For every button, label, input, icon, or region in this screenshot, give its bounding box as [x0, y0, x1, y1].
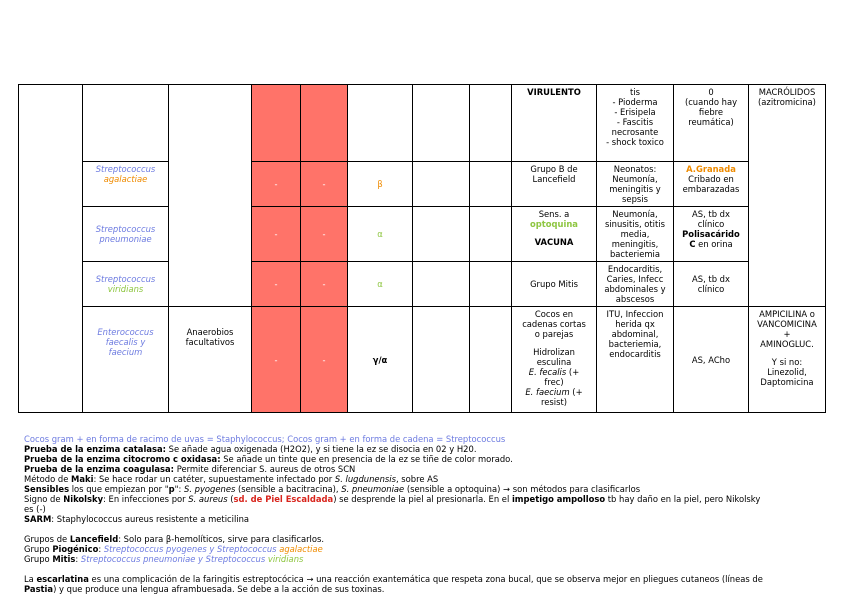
cell-line: - shock toxico — [606, 137, 664, 147]
microbiology-table — [18, 84, 826, 413]
table-cell: - — [301, 262, 348, 307]
cell-line: fiebre — [698, 107, 724, 117]
table-cell: - — [252, 307, 301, 413]
table-cell: AS, tb dx clínico — [674, 262, 749, 307]
note-line: SARM: Staphylococcus aureus resistente a meticilina — [24, 514, 250, 524]
note-line: es (-) — [24, 504, 46, 514]
note-line: Pastia) y que produce una lengua aframbuesada. Se debe a la acción de sus toxinas. — [24, 584, 385, 594]
table-cell: ITU, Infeccion herida qx abdominal, bacteriemia, endocarditis — [597, 307, 674, 413]
cell-line: (azitromicina) — [758, 97, 816, 107]
note-line: Prueba de la enzima citocromo c oxidasa: Se añade un tinte que en presencia de la ez se tiñe de color morado. — [24, 454, 513, 464]
note-line: Prueba de la enzima coagulasa: Permite diferenciar S. aureus de otros SCN — [24, 464, 356, 474]
table-row — [19, 262, 826, 307]
cell-line: MACRÓLIDOS — [758, 87, 816, 97]
table-cell — [749, 85, 826, 307]
table-cell — [470, 85, 512, 162]
table-cell — [83, 85, 169, 162]
note-line: La escarlatina es una complicación de la faringitis estreptocócica → una reacción exantemática que respeta zona bucal, que se observa mejor en pliegues cutaneos (líneas de — [24, 574, 763, 584]
table-cell: A.Granada Cribado en embarazadas — [674, 162, 749, 207]
organism-name: Streptococcus pneumoniae — [83, 207, 169, 262]
table-cell — [413, 207, 470, 262]
table-cell: - — [301, 207, 348, 262]
note-line: Método de Maki: Se hace rodar un catéter, supuestamente infectado por S. lugdunensis, sobre AS — [24, 474, 439, 484]
cell-line: 0 — [708, 87, 714, 97]
note-line: Grupo Piogénico: Streptococcus pyogenes y Streptococcus agalactiae — [24, 544, 323, 554]
table-row — [19, 162, 826, 207]
table-cell: Cocos en cadenas cortas o parejas Hidrolizan esculina E. fecalis (+ frec) E. faecium (+ resist) — [512, 307, 597, 413]
table-cell — [169, 85, 252, 307]
cell-line: necrosante — [611, 127, 659, 137]
table-cell: AS, ACho — [674, 307, 749, 413]
table-cell — [470, 262, 512, 307]
note-line: Grupos de Lancefield: Solo para β-hemolíticos, sirve para clasificarlos. — [24, 534, 324, 544]
cell-line: - Fascitis — [616, 117, 654, 127]
table-cell: Neonatos: Neumonía, meningitis y sepsis — [597, 162, 674, 207]
table-cell — [348, 85, 413, 162]
notes-section — [24, 434, 828, 594]
table-cell — [674, 85, 749, 162]
hemolysis-cell: α — [348, 262, 413, 307]
table-cell: - — [301, 307, 348, 413]
organism-name: Streptococcus viridians — [83, 262, 169, 307]
table-cell — [597, 85, 674, 162]
note-line: Sensibles los que empiezan por "p": S. pyogenes (sensible a bacitracina), S. pneumoniae (sensible a optoquina) → son métodos para clasificarlos — [24, 484, 641, 494]
table-cell — [512, 85, 597, 162]
table-cell — [470, 207, 512, 262]
table-cell: Sens. a optoquina VACUNA — [512, 207, 597, 262]
table-cell — [470, 162, 512, 207]
respiration-cell: Anaerobios facultativos — [169, 307, 252, 413]
hemolysis-cell: α — [348, 207, 413, 262]
table-cell: - — [252, 162, 301, 207]
cell-line: - Pioderma — [612, 97, 658, 107]
table-cell: - — [252, 262, 301, 307]
organism-name: Streptococcus agalactiae — [83, 162, 169, 207]
cell-line: tis — [630, 87, 640, 97]
table-cell — [413, 262, 470, 307]
hemolysis-cell: γ/α — [348, 307, 413, 413]
table-cell: Endocarditis, Caries, Infecc abdominales y abscesos — [597, 262, 674, 307]
table-cell — [470, 307, 512, 413]
note-line: Signo de Nikolsky: En infecciones por S. aureus (sd. de Piel Escaldada) se desprende la piel al presionarla. En el impetigo ampolloso tb hay daño en la piel, pero Nikolsky — [24, 494, 761, 504]
cell-line: reumática) — [688, 117, 734, 127]
table-row — [19, 85, 826, 162]
table-cell: Grupo Mitis — [512, 262, 597, 307]
table-cell: - — [252, 207, 301, 262]
note-line: Grupo Mitis: Streptococcus pneumoniae y Streptococcus viridians — [24, 554, 304, 564]
note-line: Prueba de la enzima catalasa: Se añade agua oxigenada (H2O2), y si tiene la ez se disocia en 02 y H20. — [24, 444, 477, 454]
table-cell: Neumonía, sinusitis, otitis media, meningitis, bacteriemia — [597, 207, 674, 262]
table-row — [19, 207, 826, 262]
cell-line: (cuando hay — [684, 97, 738, 107]
organism-name: Enterococcus faecalis y faecium — [83, 307, 169, 413]
table-cell — [252, 85, 301, 162]
note-line: Cocos gram + en forma de racimo de uvas = Staphylococcus; Cocos gram + en forma de cadena = Streptococcus — [24, 434, 506, 444]
table-cell — [413, 307, 470, 413]
table-cell — [413, 162, 470, 207]
table-cell — [19, 85, 83, 413]
cell-line: - Erisipela — [614, 107, 656, 117]
table-cell: AMPICILINA o VANCOMICINA + AMINOGLUC. Y si no: Linezolid, Daptomicina — [749, 307, 826, 413]
table-cell: - — [301, 162, 348, 207]
table-cell: Grupo B de Lancefield — [512, 162, 597, 207]
table-row — [19, 307, 826, 413]
table-cell: AS, tb dx clínico Polisacárido C en orina — [674, 207, 749, 262]
table-cell — [413, 85, 470, 162]
table-cell — [301, 85, 348, 162]
virulence-label: VIRULENTO — [527, 87, 581, 97]
hemolysis-cell: β — [348, 162, 413, 207]
